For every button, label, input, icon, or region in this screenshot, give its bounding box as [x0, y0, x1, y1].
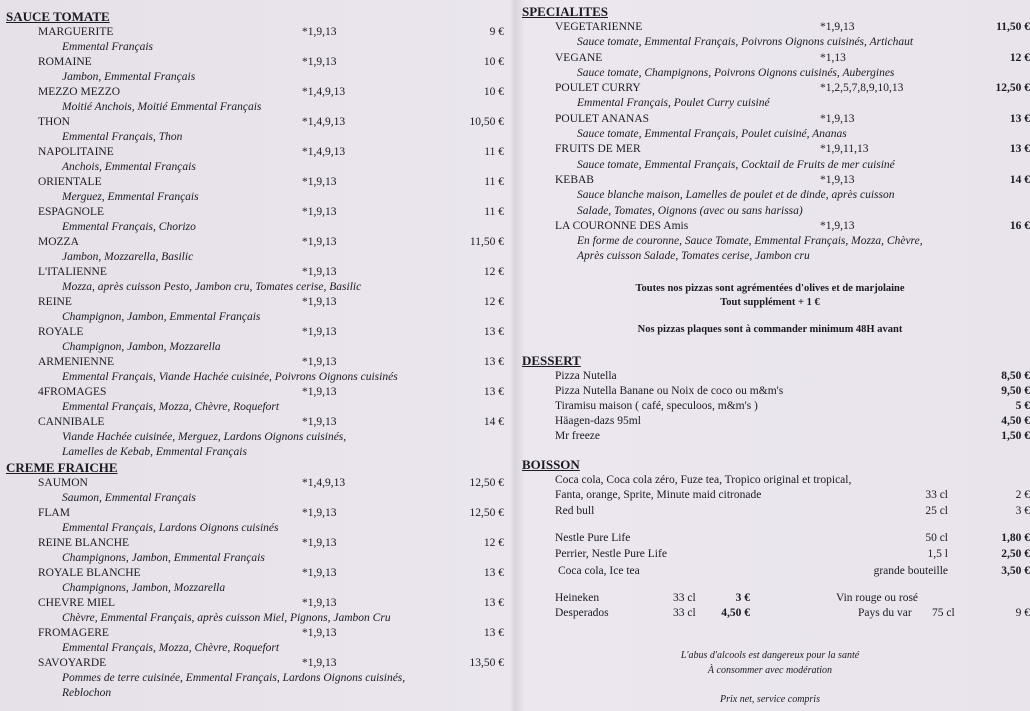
drink-size: grande bouteille: [873, 565, 948, 577]
allergen-codes: *1,9,13: [302, 266, 337, 278]
drink-name: Red bull: [555, 505, 595, 517]
item-name: Pizza Nutella Banane ou Noix de coco ou m&m's: [555, 385, 784, 397]
item-description: Viande Hachée cuisinée, Merguez, Lardons Oignons cuisinés,: [62, 431, 347, 443]
drink-size: 1,5 l: [927, 548, 948, 560]
item-description-row: [6, 521, 506, 536]
menu-item: [6, 265, 506, 280]
dessert-item: [522, 414, 1030, 429]
beer-price: 3 €: [735, 592, 750, 604]
item-description: Jambon, Emmental Français: [62, 71, 196, 83]
menu-item: [522, 51, 1030, 66]
item-name: CANNIBALE: [38, 416, 105, 428]
item-price: 12,50 €: [469, 477, 504, 489]
section-heading: SPECIALITES: [522, 4, 608, 19]
item-price: 12 €: [483, 266, 504, 278]
item-description: Emmental Français, Poulet Curry cuisiné: [577, 97, 770, 110]
item-name: Mr freeze: [555, 430, 601, 442]
item-price: 10,50 €: [469, 116, 504, 128]
item-description: Mozza, après cuisson Pesto, Jambon cru, Tomates cerise, Basilic: [62, 281, 362, 293]
allergen-codes: *1,13: [820, 51, 846, 64]
item-description: Emmental Français: [62, 41, 154, 53]
item-price: 16 €: [1009, 219, 1030, 232]
item-description: Moitié Anchois, Moitié Emmental Français: [62, 101, 262, 113]
item-name: ORIENTALE: [38, 176, 102, 188]
item-price: 5 €: [1015, 400, 1030, 412]
allergen-codes: *1,9,13: [820, 173, 855, 186]
item-description: Après cuisson Salade, Tomates cerise, Jambon cru: [577, 250, 810, 263]
item-description: Lamelles de Kebab, Emmental Français: [62, 446, 247, 458]
allergen-codes: *1,9,13: [302, 296, 337, 308]
allergen-codes: *1,9,13: [302, 416, 337, 428]
item-name: VEGETARIENNE: [555, 21, 643, 33]
menu-item: [6, 355, 506, 370]
drink-size: 50 cl: [925, 532, 948, 544]
item-description: Salade, Tomates, Oignons (avec ou sans harissa): [577, 204, 803, 217]
menu-item: [6, 596, 506, 611]
section-heading: BOISSON: [522, 457, 580, 472]
alcohol-warning: L'abus d'alcools est dangereux pour la santé: [680, 650, 860, 661]
dessert-section: [522, 353, 1030, 444]
menu-item: [522, 219, 1030, 234]
allergen-codes: *1,9,13: [302, 657, 337, 669]
item-description-row: [6, 160, 506, 175]
item-description-row: [6, 581, 506, 596]
item-name: SAUMON: [38, 477, 88, 489]
item-description-row: [522, 35, 1022, 50]
menu-item: [6, 415, 506, 430]
item-name: REINE BLANCHE: [38, 537, 130, 549]
item-price: 13 €: [483, 386, 504, 398]
item-name: FROMAGERE: [38, 627, 109, 639]
menu-item: [522, 81, 1030, 96]
item-price: 12 €: [483, 296, 504, 308]
drink-price: 1,80 €: [1001, 532, 1030, 544]
item-description: Jambon, Mozzarella, Basilic: [62, 251, 194, 263]
item-description: Emmental Français, Lardons Oignons cuisinés: [62, 522, 279, 534]
allergen-codes: *1,9,11,13: [820, 143, 869, 156]
item-price: 12 €: [483, 537, 504, 549]
menu-item: [6, 205, 506, 220]
section-heading: SAUCE TOMATE: [6, 9, 110, 24]
item-description-row: [6, 430, 506, 445]
wine-name: Pays du var: [858, 607, 912, 619]
drink-name: Coca cola, Ice tea: [558, 565, 640, 577]
allergen-codes: *1,9,13: [302, 236, 337, 248]
prix-net-note: Prix net, service compris: [720, 694, 820, 705]
allergen-codes: *1,4,9,13: [302, 146, 346, 158]
dessert-item: [522, 384, 1030, 399]
item-description-row: [522, 234, 1022, 249]
allergen-codes: *1,9,13: [302, 356, 337, 368]
item-description-row: [522, 96, 1022, 111]
item-name: ROMAINE: [38, 56, 92, 68]
allergen-codes: *1,9,13: [820, 112, 855, 125]
item-description-row: [6, 70, 506, 85]
drink-price: 2 €: [1015, 489, 1030, 501]
item-price: 13 €: [483, 627, 504, 639]
item-description: Champignons, Jambon, Mozzarella: [62, 582, 226, 594]
item-description: Champignon, Jambon, Mozzarella: [62, 341, 221, 353]
menu-item: [6, 115, 506, 130]
drink-size: 25 cl: [925, 505, 948, 517]
menu-item: [522, 142, 1030, 157]
item-price: 13 €: [483, 597, 504, 609]
item-description: Anchois, Emmental Français: [62, 161, 196, 173]
item-description: Reblochon: [62, 687, 112, 699]
item-price: 4,50 €: [1001, 415, 1030, 427]
menu-item: [6, 476, 506, 491]
item-description-row: [6, 370, 506, 385]
item-price: 11 €: [484, 206, 504, 218]
beer-name: Heineken: [555, 592, 600, 604]
item-name: THON: [38, 116, 70, 128]
item-description: Sauce blanche maison, Lamelles de poulet et de dinde, après cuisson: [577, 189, 895, 202]
allergen-codes: *1,9,13: [302, 56, 337, 68]
allergen-codes: *1,9,13: [302, 597, 337, 609]
wine-price: 9 €: [1015, 607, 1030, 619]
menu-item: [6, 385, 506, 400]
item-description-row: [6, 250, 506, 265]
menu-item: [6, 295, 506, 310]
allergen-codes: *1,9,13: [820, 21, 855, 33]
item-description: Pommes de terre cuisinée, Emmental Français, Lardons Oignons cuisinés,: [62, 672, 406, 684]
item-name: ROYALE BLANCHE: [38, 567, 141, 579]
item-description: Emmental Français, Mozza, Chèvre, Roquefort: [62, 642, 280, 654]
allergen-codes: *1,9,13: [302, 567, 337, 579]
drink-price: 3,50 €: [1001, 565, 1030, 577]
allergen-codes: *1,9,13: [302, 176, 337, 188]
item-price: 12 €: [1009, 51, 1030, 64]
item-name: 4FROMAGES: [38, 386, 107, 398]
item-price: 12,50 €: [995, 82, 1030, 95]
item-description-row: [6, 100, 506, 115]
item-description: Sauce tomate, Emmental Français, Poulet cuisiné, Ananas: [577, 128, 847, 141]
item-name: MOZZA: [38, 236, 79, 248]
drink-name: Fanta, orange, Sprite, Minute maid citronade: [555, 489, 762, 501]
note-supplement: Tout supplément + 1 €: [720, 297, 820, 308]
beer-size: 33 cl: [673, 607, 696, 619]
item-price: 13 €: [1009, 143, 1030, 156]
specialites-section: [522, 4, 1030, 265]
item-price: 14 €: [483, 416, 504, 428]
drink-price: 3 €: [1015, 505, 1030, 517]
item-description-row: [6, 641, 506, 656]
item-description: Emmental Français, Thon: [62, 131, 183, 143]
beer-name: Desperados: [555, 607, 609, 619]
item-price: 11 €: [484, 176, 504, 188]
item-name: MEZZO MEZZO: [38, 86, 121, 98]
menu-item: [6, 325, 506, 340]
item-description: Champignon, Jambon, Emmental Français: [62, 311, 261, 323]
allergen-codes: *1,9,13: [302, 386, 337, 398]
menu-item: [522, 20, 1030, 35]
menu-item: [6, 25, 506, 40]
dessert-item: [522, 399, 1030, 414]
drink-name: Nestle Pure Life: [555, 532, 631, 544]
item-price: 13 €: [483, 356, 504, 368]
item-description-row: [6, 310, 506, 325]
allergen-codes: *1,4,9,13: [302, 86, 346, 98]
menu-item: [6, 536, 506, 551]
item-description: Saumon, Emmental Français: [62, 492, 196, 504]
item-description: Emmental Français, Mozza, Chèvre, Roquefort: [62, 401, 280, 413]
item-description: Sauce tomate, Champignons, Poivrons Oignons cuisinés, Aubergines: [577, 66, 895, 79]
menu-item: [522, 173, 1030, 188]
menu-item: [522, 112, 1030, 127]
wine-label: Vin rouge ou rosé: [836, 592, 919, 604]
item-price: 1,50 €: [1001, 430, 1030, 442]
item-name: ESPAGNOLE: [38, 206, 105, 218]
item-name: Pizza Nutella: [555, 370, 617, 382]
allergen-codes: *1,9,13: [302, 206, 337, 218]
item-description-row: [522, 66, 1022, 81]
menu-item: [6, 506, 506, 521]
item-description-row: [6, 671, 506, 686]
dessert-item: [522, 429, 1030, 444]
item-description-row: [522, 204, 1022, 219]
menu-item: [6, 145, 506, 160]
item-description: En forme de couronne, Sauce Tomate, Emmental Français, Mozza, Chèvre,: [577, 235, 923, 248]
item-description-row: [6, 220, 506, 235]
drink-size: 33 cl: [925, 489, 948, 501]
moderation-note: À consommer avec modération: [707, 665, 833, 676]
item-name: POULET CURRY: [555, 82, 641, 95]
allergen-codes: *1,4,9,13: [302, 116, 346, 128]
item-name: MARGUERITE: [38, 26, 114, 38]
item-description-row: [522, 158, 1022, 173]
item-price: 11,50 €: [996, 21, 1030, 33]
section-heading: DESSERT: [522, 353, 581, 368]
item-price: 9 €: [489, 26, 504, 38]
note-plaques: Nos pizzas plaques sont à commander minimum 48H avant: [637, 324, 903, 335]
item-price: 11,50 €: [469, 236, 504, 248]
allergen-codes: *1,9,13: [302, 26, 337, 38]
menu-item: [6, 235, 506, 250]
item-name: LA COURONNE DES Amis: [555, 219, 689, 232]
dessert-item: [522, 369, 1030, 384]
allergen-codes: *1,9,13: [820, 219, 855, 232]
item-price: 9,50 €: [1001, 385, 1030, 397]
menu-item: [6, 175, 506, 190]
item-description-row: [6, 190, 506, 205]
item-name: KEBAB: [555, 173, 594, 186]
item-name: L'ITALIENNE: [38, 266, 107, 278]
item-price: 13 €: [483, 326, 504, 338]
boisson-section: [522, 457, 1030, 627]
softs-line: Coca cola, Coca cola zéro, Fuze tea, Tropico original et tropical,: [555, 474, 852, 486]
item-description: Sauce tomate, Emmental Français, Poivrons Oignons cuisinés, Artichaut: [577, 36, 914, 49]
menu-item: [6, 85, 506, 100]
item-name: VEGANE: [555, 51, 603, 64]
note-olives: Toutes nos pizzas sont agrémentées d'olives et de marjolaine: [635, 283, 905, 294]
item-description-row: [6, 280, 506, 295]
item-description-row: [6, 445, 506, 460]
item-description-row: [6, 130, 506, 145]
item-price: 13 €: [1009, 112, 1030, 125]
beer-price: 4,50 €: [721, 607, 750, 619]
item-name: FRUITS DE MER: [555, 143, 641, 156]
drink-price: 2,50 €: [1001, 548, 1030, 560]
item-name: SAVOYARDE: [38, 657, 107, 669]
item-description-row: [522, 188, 1022, 203]
menu-item: [6, 566, 506, 581]
item-description-row: [6, 686, 506, 701]
item-description: Chèvre, Emmental Français, après cuisson Miel, Pignons, Jambon Cru: [62, 612, 391, 624]
item-name: Häagen-dazs 95ml: [555, 415, 641, 427]
item-description: Emmental Français, Viande Hachée cuisinée, Poivrons Oignons cuisinés: [62, 371, 398, 383]
item-price: 10 €: [483, 86, 504, 98]
item-description-row: [522, 249, 1022, 264]
allergen-codes: *1,9,13: [302, 537, 337, 549]
item-description-row: [6, 400, 506, 415]
allergen-codes: *1,4,9,13: [302, 477, 346, 489]
allergen-codes: *1,9,13: [302, 507, 337, 519]
item-name: REINE: [38, 296, 72, 308]
item-description-row: [6, 551, 506, 566]
item-name: CHEVRE MIEL: [38, 597, 115, 609]
menu-item: [6, 626, 506, 641]
drink-name: Perrier, Nestle Pure Life: [555, 548, 667, 560]
item-name: POULET ANANAS: [555, 112, 650, 125]
item-name: FLAM: [38, 507, 70, 519]
menu-item: [6, 55, 506, 70]
item-description: Sauce tomate, Emmental Français, Cocktail de Fruits de mer cuisiné: [577, 158, 895, 171]
allergen-codes: *1,2,5,7,8,9,10,13: [820, 82, 904, 95]
item-description: Merguez, Emmental Français: [62, 191, 199, 203]
item-price: 11 €: [484, 146, 504, 158]
item-description-row: [6, 491, 506, 506]
item-name: Tiramisu maison ( café, speculoos, m&m's ): [555, 400, 758, 412]
item-name: ARMENIENNE: [38, 356, 115, 368]
item-price: 12,50 €: [469, 507, 504, 519]
allergen-codes: *1,9,13: [302, 326, 337, 338]
item-description-row: [6, 40, 506, 55]
left-column: [6, 9, 506, 701]
item-price: 8,50 €: [1001, 370, 1030, 382]
item-price: 13 €: [483, 567, 504, 579]
item-name: NAPOLITAINE: [38, 146, 114, 158]
section-heading: CREME FRAICHE: [6, 460, 118, 475]
item-price: 14 €: [1009, 173, 1030, 186]
beer-size: 33 cl: [673, 592, 696, 604]
item-description-row: [6, 611, 506, 626]
item-price: 10 €: [483, 56, 504, 68]
item-description-row: [522, 127, 1022, 142]
menu-item: [6, 656, 506, 671]
wine-size: 75 cl: [932, 607, 955, 619]
item-description-row: [6, 340, 506, 355]
item-name: ROYALE: [38, 326, 84, 338]
item-price: 13,50 €: [469, 657, 504, 669]
item-description: Emmental Français, Chorizo: [62, 221, 196, 233]
item-description: Champignons, Jambon, Emmental Français: [62, 552, 265, 564]
allergen-codes: *1,9,13: [302, 627, 337, 639]
